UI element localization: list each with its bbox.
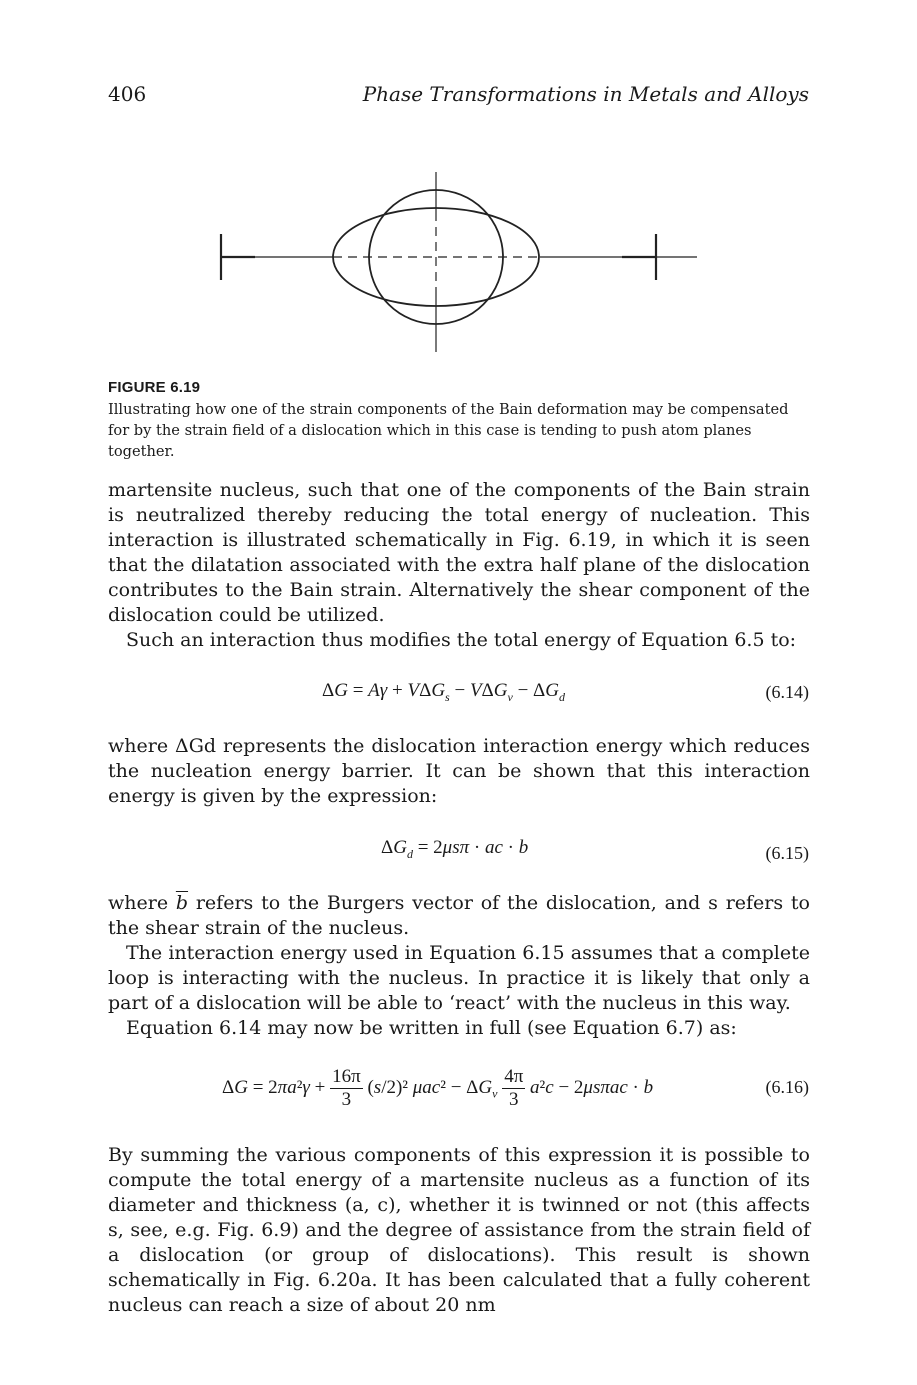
paragraph-1: martensite nucleus, such that one of the components of the Bain strain is neutralized thereby reducing the total energy of nucleation. This interaction is illustrated schematically in Fig. 6.19, in which it is seen that the dilatation associated with the extra half plane of the dislocation contributes to the Bain strain. Alternatively the shear component of the dislocation could be utilized. <box>108 479 810 626</box>
equation-6-15-number: (6.15) <box>765 843 809 863</box>
fraction-16pi-over-3 <box>330 1066 363 1111</box>
figure-caption: Illustrating how one of the strain components of the Bain deformation may be compensated for by the strain field of a dislocation which in this case is tending to push atom planes together. <box>108 401 789 460</box>
paragraph-6: Equation 6.14 may now be written in full (see Equation 6.7) as: <box>126 1017 737 1039</box>
fraction-denominator: 3 <box>341 1089 352 1110</box>
paragraph-4-end: refers to the Burgers vector of the dislocation, and s refers to the shear strain of the nucleus. <box>108 892 810 939</box>
burgers-vector-symbol: $\overline{b}$ <box>175 892 189 914</box>
fraction-numerator: 16π <box>332 1066 361 1087</box>
equation-6-16-number: (6.16) <box>765 1077 809 1097</box>
figure-6-19-diagram <box>215 170 705 360</box>
page-number: 406 <box>108 82 147 106</box>
equation-6-14: $\Delta G = A\gamma + V\Delta G_s - V\Delta G_v - \Delta G_d$ <box>322 680 565 704</box>
figure-label: FIGURE 6.19 <box>108 379 201 396</box>
paragraph-7: By summing the various components of this expression it is possible to compute the total energy of a martensite nucleus as a function of its diameter and thickness (a, c), whether it is twinned or not (this affects s, see, e.g. Fig. 6.9) and the degree of assistance from the strain field of a dislocation (or group of dislocations). This result is shown schematically in Fig. 6.20a. It has been calculated that a fully coherent nucleus can reach a size of about 20 nm <box>108 1144 810 1316</box>
running-header-title: Phase Transformations in Metals and Alloys <box>362 82 809 106</box>
equation-6-16: ΔG = 2πa²γ + $\frac{16\pi}{3}$ (s/2)² $\mu ac^2 - \Delta G_v$ $\frac{4\pi}{3}$ a²c − 2μsπac · b <box>222 1066 654 1110</box>
fraction-4pi-over-3 <box>502 1066 525 1111</box>
paragraph-4 <box>108 891 810 941</box>
paragraph-5: The interaction energy used in Equation 6.15 assumes that a complete loop is interacting with the nucleus. In practice it is likely that only a part of a dislocation will be able to ‘react’ with the nucleus in this way. <box>108 942 810 1014</box>
paragraph-4-start: where <box>108 892 176 914</box>
fraction-numerator: 4π <box>504 1066 524 1087</box>
fraction-denominator: 3 <box>509 1089 519 1110</box>
paragraph-2: Such an interaction thus modifies the total energy of Equation 6.5 to: <box>126 629 797 651</box>
equation-6-14-number: (6.14) <box>765 682 809 702</box>
equation-6-15: $\Delta G_d = 2\mu s\pi$ · ac · b <box>381 837 529 861</box>
paragraph-3: where ΔGd represents the dislocation interaction energy which reduces the nucleation energy barrier. It can be shown that this interaction energy is given by the expression: <box>108 735 810 807</box>
